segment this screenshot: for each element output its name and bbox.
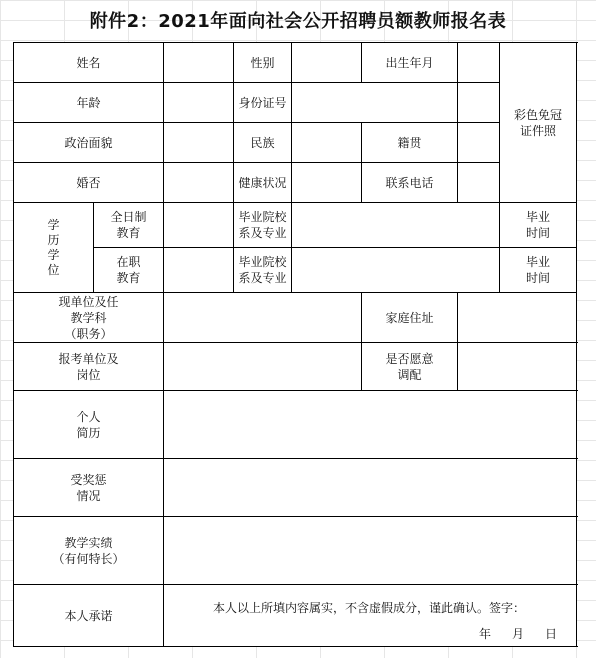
gender-field[interactable] (292, 43, 362, 83)
apply-unit-label: 报考单位及 岗位 (14, 343, 164, 391)
resume-label: 个人 简历 (14, 391, 164, 459)
education-degree-label: 学 历 学 位 (14, 203, 94, 293)
photo-box[interactable]: 彩色免冠 证件照 (500, 43, 577, 203)
id-number-field[interactable] (292, 83, 458, 123)
inservice-edu-label: 在职 教育 (94, 248, 164, 293)
fulltime-school-field[interactable] (292, 203, 500, 248)
fulltime-edu-field[interactable] (164, 203, 234, 248)
political-label: 政治面貌 (14, 123, 164, 163)
home-address-field[interactable] (458, 293, 577, 343)
signature-date (166, 616, 574, 642)
birth-label: 出生年月 (362, 43, 458, 83)
marital-label: 婚否 (14, 163, 164, 203)
inservice-edu-field[interactable] (164, 248, 234, 293)
current-unit-field[interactable] (164, 293, 362, 343)
gender-label: 性别 (234, 43, 292, 83)
age-label: 年龄 (14, 83, 164, 123)
accept-transfer-field[interactable] (458, 343, 577, 391)
date-month: 月 (511, 626, 525, 641)
age-field[interactable] (164, 83, 234, 123)
teaching-field[interactable] (164, 517, 577, 585)
birth-field[interactable] (458, 43, 500, 83)
accept-transfer-label: 是否愿意 调配 (362, 343, 458, 391)
inservice-school-label: 毕业院校 系及专业 (234, 248, 292, 293)
apply-unit-field[interactable] (164, 343, 362, 391)
inservice-grad-time-label: 毕业 时间 (500, 248, 577, 293)
date-day: 日 (545, 626, 559, 641)
awards-field[interactable] (164, 459, 577, 517)
pledge-label: 本人承诺 (14, 585, 164, 647)
marital-field[interactable] (164, 163, 234, 203)
teaching-label: 教学实绩 （有何特长） (14, 517, 164, 585)
fulltime-edu-label: 全日制 教育 (94, 203, 164, 248)
name-field[interactable] (164, 43, 234, 83)
phone-label: 联系电话 (362, 163, 458, 203)
awards-label: 受奖惩 情况 (14, 459, 164, 517)
current-unit-label: 现单位及任 教学科 （职务） (14, 293, 164, 343)
registration-form-table (13, 42, 577, 647)
health-field[interactable] (292, 163, 362, 203)
fulltime-grad-time-label: 毕业 时间 (500, 203, 577, 248)
resume-field[interactable] (164, 391, 577, 459)
name-label: 姓名 (14, 43, 164, 83)
ethnicity-label: 民族 (234, 123, 292, 163)
health-label: 健康状况 (234, 163, 292, 203)
id-number-label: 身份证号 (234, 83, 292, 123)
native-place-field[interactable] (458, 123, 500, 163)
form-title: 附件2：2021年面向社会公开招聘员额教师报名表 (89, 11, 507, 32)
inservice-school-field[interactable] (292, 248, 500, 293)
phone-field[interactable] (458, 163, 500, 203)
pledge-text: 本人以上所填内容属实，不含虚假成分，谨此确认。签字： (213, 600, 526, 615)
home-address-label: 家庭住址 (362, 293, 458, 343)
political-field[interactable] (164, 123, 234, 163)
fulltime-school-label: 毕业院校 系及专业 (234, 203, 292, 248)
pledge-field[interactable] (164, 585, 577, 647)
ethnicity-field[interactable] (292, 123, 362, 163)
native-place-label: 籍贯 (362, 123, 458, 163)
date-year: 年 (478, 626, 492, 641)
